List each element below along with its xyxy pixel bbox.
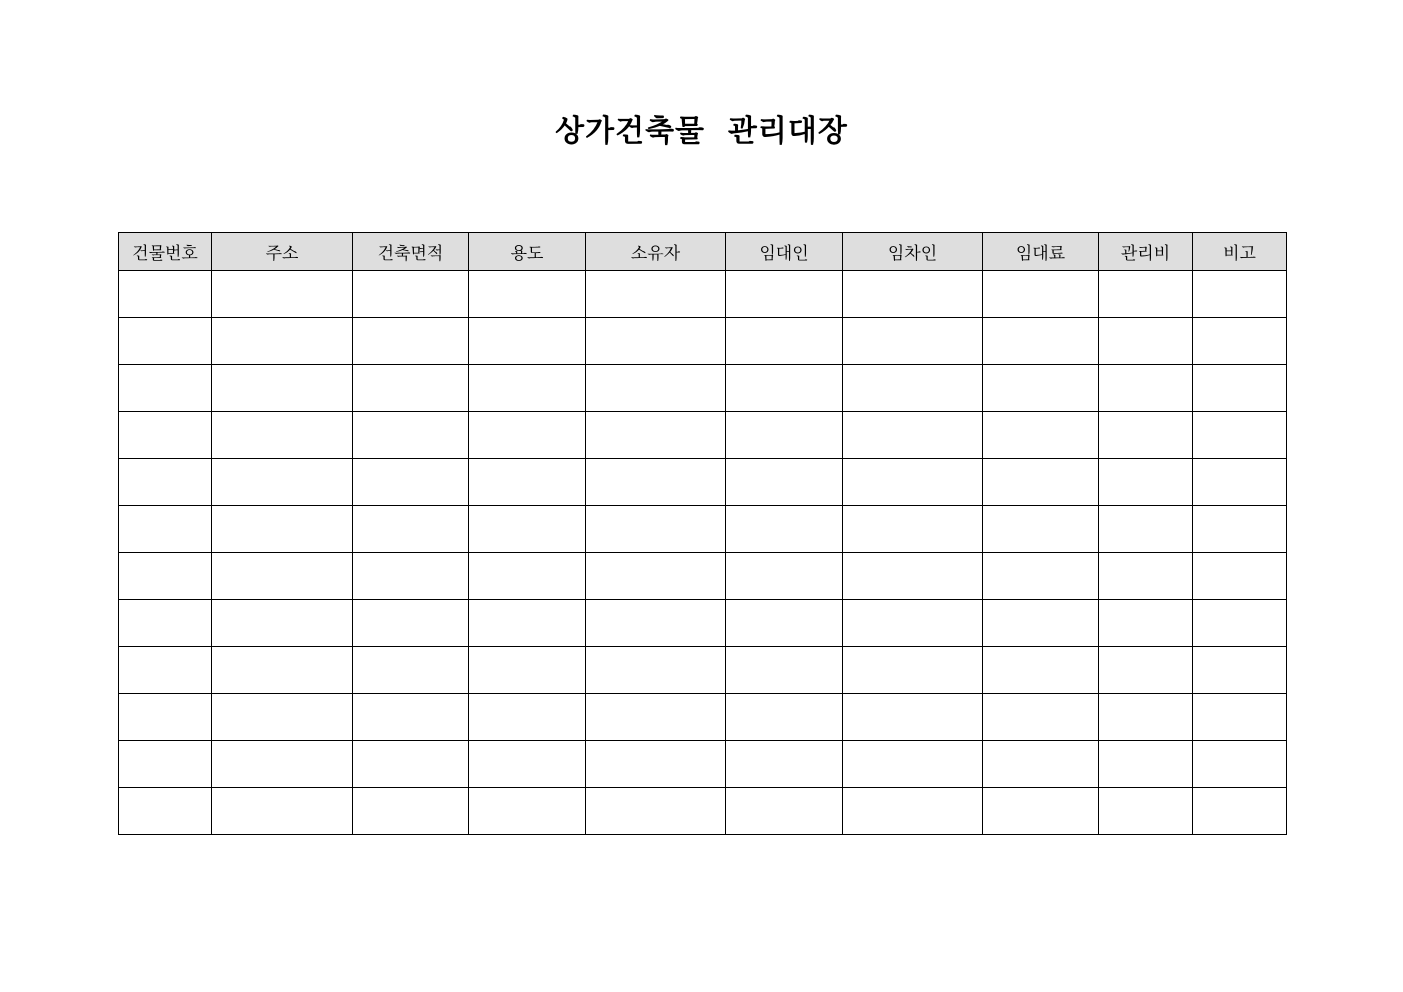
table-cell[interactable] (1099, 365, 1193, 412)
table-cell[interactable] (353, 271, 469, 318)
table-cell[interactable] (726, 741, 843, 788)
table-cell[interactable] (983, 553, 1099, 600)
table-cell[interactable] (353, 741, 469, 788)
table-cell[interactable] (119, 788, 212, 835)
table-cell[interactable] (212, 600, 353, 647)
table-cell[interactable] (726, 318, 843, 365)
column-header: 소유자 (586, 233, 726, 271)
table-cell[interactable] (469, 553, 586, 600)
column-header: 임대료 (983, 233, 1099, 271)
column-header: 건물번호 (119, 233, 212, 271)
table-cell[interactable] (353, 506, 469, 553)
table-cell[interactable] (983, 271, 1099, 318)
table-cell[interactable] (586, 788, 726, 835)
table-cell[interactable] (1193, 600, 1287, 647)
table-body (119, 271, 1287, 835)
table-cell[interactable] (1193, 647, 1287, 694)
table-header-row (119, 233, 1287, 271)
table-cell[interactable] (212, 647, 353, 694)
table-cell[interactable] (119, 365, 212, 412)
table-cell[interactable] (586, 694, 726, 741)
table-cell[interactable] (983, 412, 1099, 459)
table-cell[interactable] (1193, 741, 1287, 788)
table-cell[interactable] (726, 365, 843, 412)
table-cell[interactable] (119, 412, 212, 459)
table-cell[interactable] (586, 318, 726, 365)
table-cell[interactable] (586, 506, 726, 553)
table-row (119, 647, 1287, 694)
table-row (119, 741, 1287, 788)
table-cell[interactable] (353, 412, 469, 459)
table-cell[interactable] (353, 459, 469, 506)
table-cell[interactable] (119, 459, 212, 506)
table-cell[interactable] (586, 365, 726, 412)
table-cell[interactable] (212, 694, 353, 741)
table-cell[interactable] (212, 271, 353, 318)
ledger-table (118, 232, 1287, 835)
table-cell[interactable] (1099, 318, 1193, 365)
table-row (119, 318, 1287, 365)
column-header: 임대인 (726, 233, 843, 271)
table-cell[interactable] (469, 412, 586, 459)
table-cell[interactable] (1099, 412, 1193, 459)
table-cell[interactable] (119, 318, 212, 365)
table-cell[interactable] (1193, 694, 1287, 741)
table-cell[interactable] (469, 600, 586, 647)
table-cell[interactable] (119, 553, 212, 600)
table-cell[interactable] (726, 788, 843, 835)
column-header: 용도 (469, 233, 586, 271)
table-cell[interactable] (983, 600, 1099, 647)
table-cell[interactable] (212, 459, 353, 506)
table-cell[interactable] (983, 459, 1099, 506)
column-header: 주소 (212, 233, 353, 271)
table-cell[interactable] (1193, 271, 1287, 318)
table-cell[interactable] (1099, 741, 1193, 788)
table-cell[interactable] (353, 553, 469, 600)
table-cell[interactable] (586, 459, 726, 506)
table-row (119, 271, 1287, 318)
table-cell[interactable] (586, 647, 726, 694)
table-cell[interactable] (469, 741, 586, 788)
table-cell[interactable] (1193, 318, 1287, 365)
table-cell[interactable] (726, 412, 843, 459)
column-header: 임차인 (843, 233, 983, 271)
table-cell[interactable] (843, 647, 983, 694)
table-cell[interactable] (119, 506, 212, 553)
table-row (119, 506, 1287, 553)
table-cell[interactable] (1193, 459, 1287, 506)
table-cell[interactable] (119, 694, 212, 741)
table-cell[interactable] (843, 318, 983, 365)
table-cell[interactable] (843, 365, 983, 412)
table-cell[interactable] (726, 694, 843, 741)
table-cell[interactable] (983, 741, 1099, 788)
table-cell[interactable] (353, 694, 469, 741)
table-cell[interactable] (726, 647, 843, 694)
table-cell[interactable] (983, 365, 1099, 412)
table-cell[interactable] (843, 459, 983, 506)
column-header: 건축면적 (353, 233, 469, 271)
table-cell[interactable] (843, 788, 983, 835)
table-cell[interactable] (212, 506, 353, 553)
table-cell[interactable] (119, 271, 212, 318)
table-cell[interactable] (469, 788, 586, 835)
document-title: 상가건축물 관리대장 (555, 114, 848, 149)
table-cell[interactable] (1193, 506, 1287, 553)
table-cell[interactable] (353, 318, 469, 365)
table-cell[interactable] (843, 506, 983, 553)
table-cell[interactable] (1099, 600, 1193, 647)
table-cell[interactable] (1193, 412, 1287, 459)
table-row (119, 459, 1287, 506)
table-cell[interactable] (1099, 271, 1193, 318)
table-cell[interactable] (212, 741, 353, 788)
table-cell[interactable] (212, 412, 353, 459)
table-cell[interactable] (212, 365, 353, 412)
table-cell[interactable] (212, 318, 353, 365)
table-cell[interactable] (726, 600, 843, 647)
table-cell[interactable] (1099, 506, 1193, 553)
table-row (119, 694, 1287, 741)
table-cell[interactable] (353, 365, 469, 412)
table-cell[interactable] (469, 647, 586, 694)
table-cell[interactable] (843, 600, 983, 647)
column-header: 관리비 (1099, 233, 1193, 271)
table-row (119, 788, 1287, 835)
table-cell[interactable] (212, 788, 353, 835)
table-cell[interactable] (586, 600, 726, 647)
table-cell[interactable] (843, 553, 983, 600)
table-cell[interactable] (843, 694, 983, 741)
table-cell[interactable] (983, 506, 1099, 553)
table-cell[interactable] (353, 600, 469, 647)
table-cell[interactable] (1193, 553, 1287, 600)
table-cell[interactable] (119, 741, 212, 788)
table-cell[interactable] (469, 318, 586, 365)
table-cell[interactable] (469, 365, 586, 412)
table-cell[interactable] (1099, 459, 1193, 506)
table-cell[interactable] (1099, 553, 1193, 600)
table-cell[interactable] (353, 647, 469, 694)
table-cell[interactable] (469, 694, 586, 741)
table-cell[interactable] (1193, 365, 1287, 412)
table-cell[interactable] (119, 600, 212, 647)
table-cell[interactable] (1099, 647, 1193, 694)
table-row (119, 412, 1287, 459)
table-cell[interactable] (212, 553, 353, 600)
table-cell[interactable] (353, 788, 469, 835)
table-row (119, 365, 1287, 412)
table-cell[interactable] (586, 271, 726, 318)
table-cell[interactable] (586, 412, 726, 459)
table-cell[interactable] (983, 788, 1099, 835)
table-row (119, 600, 1287, 647)
table-cell[interactable] (119, 647, 212, 694)
table-cell[interactable] (726, 553, 843, 600)
table-cell[interactable] (726, 459, 843, 506)
table-cell[interactable] (586, 553, 726, 600)
table-cell[interactable] (726, 506, 843, 553)
table-cell[interactable] (1099, 788, 1193, 835)
table-cell[interactable] (983, 694, 1099, 741)
table-cell[interactable] (983, 647, 1099, 694)
table-cell[interactable] (1193, 788, 1287, 835)
column-header: 비고 (1193, 233, 1287, 271)
table-row (119, 553, 1287, 600)
table-cell[interactable] (1099, 694, 1193, 741)
table-cell[interactable] (586, 741, 726, 788)
table-cell[interactable] (843, 271, 983, 318)
table-cell[interactable] (843, 412, 983, 459)
table-cell[interactable] (469, 271, 586, 318)
table-cell[interactable] (469, 459, 586, 506)
table-cell[interactable] (469, 506, 586, 553)
table-cell[interactable] (726, 271, 843, 318)
table-cell[interactable] (983, 318, 1099, 365)
table-cell[interactable] (843, 741, 983, 788)
